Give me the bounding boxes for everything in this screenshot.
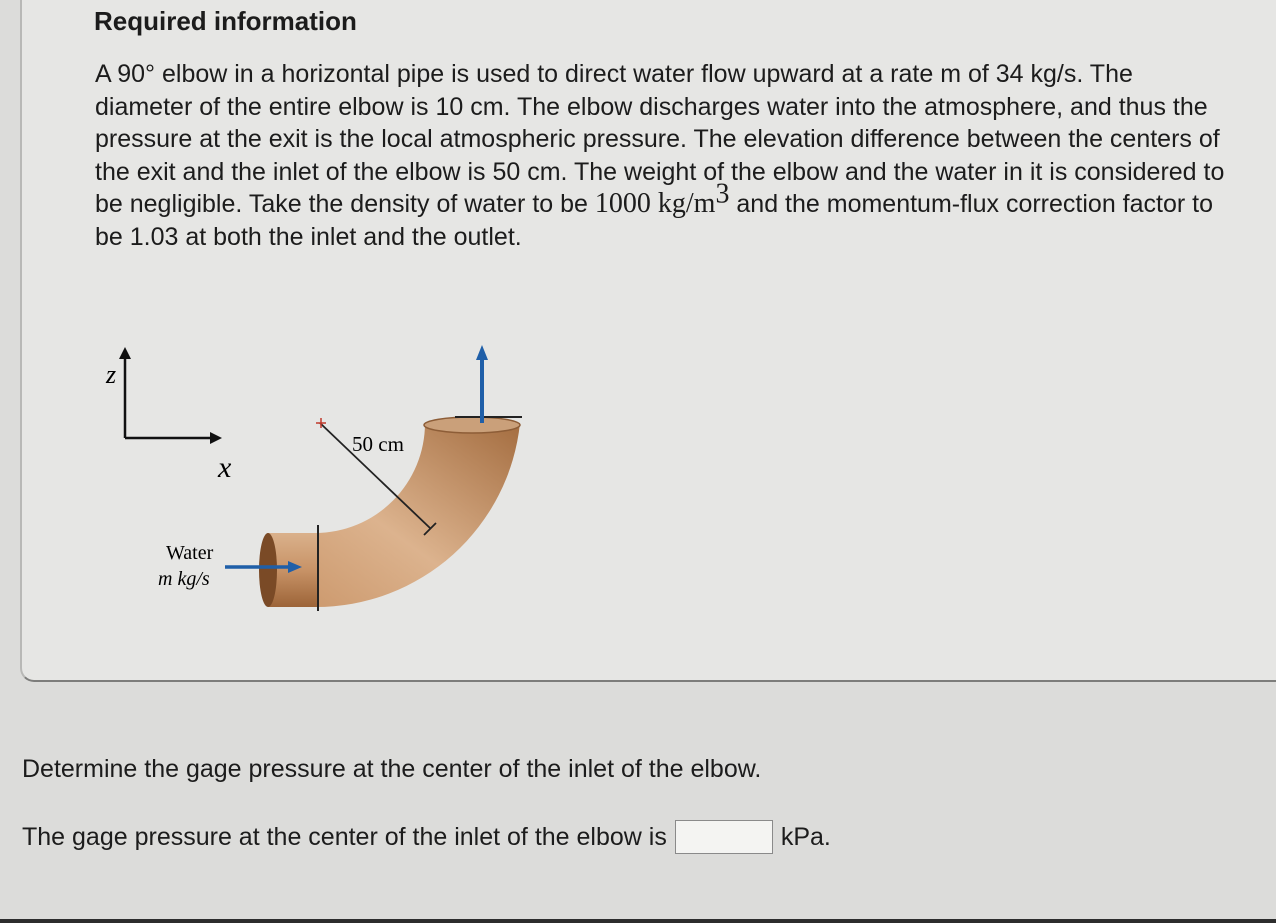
z-axis-arrowhead (119, 347, 131, 359)
x-axis-arrowhead (210, 432, 222, 444)
coordinate-axes (105, 347, 232, 484)
inlet-opening (259, 533, 277, 607)
question-prompt: Determine the gage pressure at the center of the inlet of the elbow. (22, 755, 762, 783)
density-value: 1000 kg/m (594, 188, 716, 219)
density-exponent: 3 (715, 178, 730, 210)
problem-text-part-2: and the momentum-flux correction factor to be 1.03 at both the inlet and the outlet. (95, 190, 1213, 251)
x-axis-label: x (218, 451, 232, 484)
bottom-edge (0, 919, 1276, 923)
answer-unit: kPa. (780, 822, 831, 851)
problem-text-part-1: A 90° elbow in a horizontal pipe is used to direct water flow upward at a rate m of 34 kg/s. The diameter of the entire elbow is 10 cm. The elbow discharges water into the atmosphere, and thus the pressure at the exit is the local atmospheric pressure. The elevation difference between the centers of the exit and the inlet of the elbow is 50 cm. The weight of the elbow and the water in it is considered to be negligible. Take the density of water to be (95, 60, 1225, 218)
exit-opening (424, 417, 520, 433)
answer-prefix: The gage pressure at the center of the inlet of the elbow is (22, 822, 667, 851)
answer-input[interactable] (675, 820, 773, 854)
water-label: Water (166, 542, 214, 564)
answer-line (22, 820, 831, 854)
mass-flow-label: m kg/s (158, 568, 210, 590)
elbow-diagram (90, 335, 550, 625)
exit-flow-arrowhead (476, 345, 488, 360)
distance-label: 50 cm (352, 432, 404, 456)
problem-statement (95, 58, 1235, 253)
required-information-heading: Required information (94, 6, 357, 36)
z-axis-label: z (106, 360, 117, 389)
